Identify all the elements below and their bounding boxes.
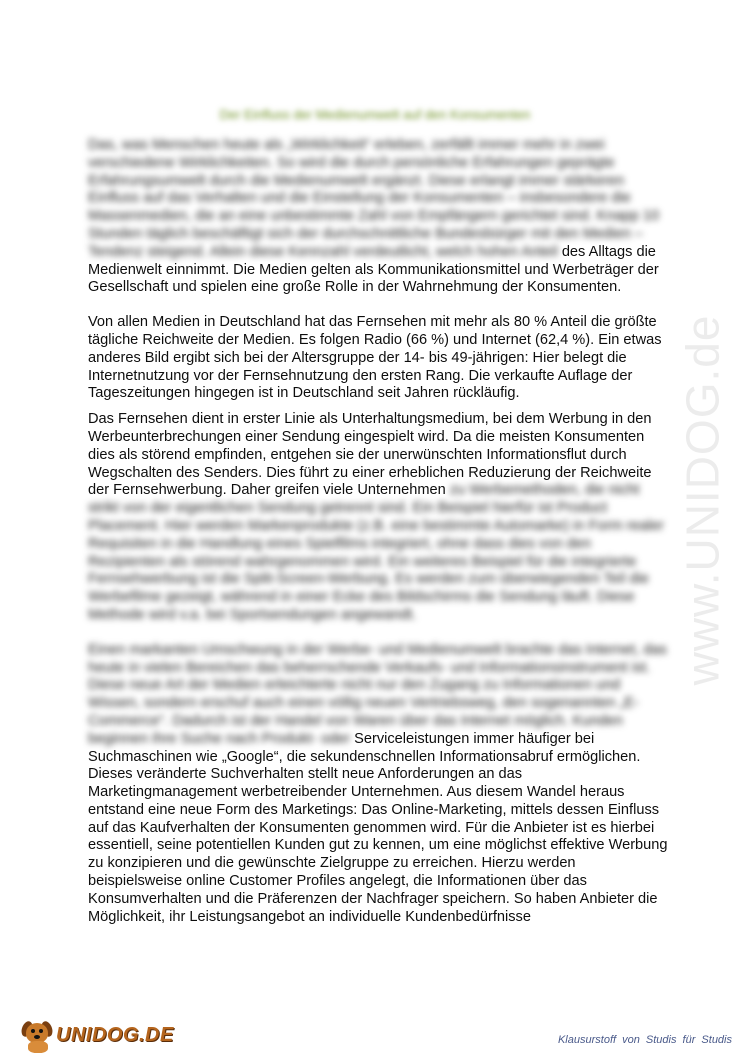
document-title: Der Einfluss der Medienumwelt auf den Konsumenten bbox=[219, 107, 531, 122]
dog-mascot-icon bbox=[18, 1017, 54, 1053]
paragraph-3-clear-text: Das Fernsehen dient in erster Linie als Unterhaltungsmedium, bei dem Werbung in den Werbeunterbrechungen einer Sendung eingespielt wird. Da die meisten Konsumenten dies als störend empfinden, entgehen sie der unerwünschten Informationsflut durch Wegschalten des Senders. Dies führt zu einer erheblichen Reduzierung der Reichweite der Fernsehwerbung. Daher greifen viele Unternehmen bbox=[88, 411, 652, 499]
watermark-text: www.UNIDOG.de bbox=[676, 314, 729, 686]
paragraph-4-blurred-text: Einen markanten Umschwung in der Werbe- und Medienumwelt brachte das Internet, das heute in vielen Bereichen das beherrschende Verkaufs- und Informationsinstrument ist. Diese neue Art der Medien erleichterte nicht nur den Zugang zu Informationen und Wissen, sondern erschuf auch einen völlig neuen Vertriebsweg, den sogenannten „E-Commerce“. Dadurch ist der Handel von Waren über das Internet möglich. Kunden beginnen ihre Suche nach Produkt- oder bbox=[88, 641, 667, 747]
watermark bbox=[672, 265, 732, 735]
footer-slogan: Klausurstoff von Studis für Studis bbox=[557, 1034, 732, 1046]
paragraph-3-blurred-text: zu Werbemethoden, die nicht strikt von der eigentlichen Sendung getrennt sind. Ein Beispiel hierfür ist Product Placement. Hier werden Markenprodukte (z.B. eine bestimmte Automarke) in Form realer Requisiten in die Handlung eines Spielfilms integriert, ohne dass dies von den Rezipienten als störend wahrgenommen wird. Ein weiteres Beispiel für die integrierte Fernsehwerbung ist die Split-Screen-Werbung. Es werden zum überwiegenden Teil die Werbefilme gezeigt, während in einer Ecke des Bildschirms die Sendung läuft. Diese Methode wird v.a. bei Sportsendungen angewandt. bbox=[88, 482, 664, 623]
paragraph-2-clear-text: Von allen Medien in Deutschland hat das Fernsehen mit mehr als 80 % Anteil die größte tägliche Reichweite der Medien. Es folgen Radio (66 %) und Internet (62,4 %). Ein etwas anderes Bild ergibt sich bei der Altersgruppe der 14- bis 49-jährigen: Hier belegt die Internetnutzung vor der Fernsehnutzung den ersten Rang. Die verkaufte Auflage der Tageszeitungen hingegen ist in Deutschland seit Jahren rückläufig. bbox=[88, 314, 662, 402]
paragraph-1-clear-text: des Alltags die Medienwelt einnimmt. Die Medien gelten als Kommunikationsmittel und Werbeträger der Gesellschaft und spielen eine große Rolle in der Wahrnehmung der Konsumenten. bbox=[88, 243, 659, 296]
logo-text: UNIDOG.DE bbox=[56, 1023, 174, 1046]
unidog-logo[interactable] bbox=[18, 1015, 198, 1055]
paragraph-3 bbox=[88, 411, 668, 625]
paragraph-1 bbox=[88, 137, 668, 297]
paragraph-2 bbox=[88, 314, 668, 403]
paragraph-4-clear-text: Serviceleistungen immer häufiger bei Suchmaschinen wie „Google“, die sekundenschnellen Informationsabruf ermöglichen. Dieses veränderte Suchverhalten stellt neue Anforderungen an das Marketingmanagement werbetreibender Unternehmen. Aus diesem Wandel heraus entstand eine neue Form des Marketings: Das Online-Marketing, mittels dessen Einfluss auf das Kaufverhalten der Konsumenten genommen wird. Für die Anbieter ist es hierbei essentiell, seine potentiellen Kunden gut zu kennen, um eine möglichst effektive Werbung zu konzipieren und die gewünschte Zielgruppe zu erreichen. Hierzu werden beispielsweise online Customer Profiles angelegt, die Informationen über das Konsumverhalten und die Präferenzen der Nachfrager speichern. So haben Anbieter die Möglichkeit, ihr Leistungsangebot an individuelle Kundenbedürfnisse bbox=[88, 730, 668, 925]
paragraph-4 bbox=[88, 642, 668, 927]
paragraph-1-blurred-text: Das, was Menschen heute als „Wirklichkeit“ erleben, zerfällt immer mehr in zwei verschiedene Wirklichkeiten. So wird die durch persönliche Erfahrungen geprägte Erfahrungsumwelt durch die Medienumwelt ergänzt. Diese erlangt immer stärkeren Einfluss auf das Verhalten und die Einstellung der Konsumenten – insbesondere die Massenmedien, die an eine unbestimmte Zahl von Empfängern gerichtet sind. Knapp 10 Stunden täglich beschäftigt sich der durchschnittliche Bundesbürger mit den Medien – Tendenz steigend. Allein diese Kennzahl verdeutlicht, welch hohen Anteil bbox=[88, 137, 660, 260]
document-body bbox=[88, 137, 668, 943]
